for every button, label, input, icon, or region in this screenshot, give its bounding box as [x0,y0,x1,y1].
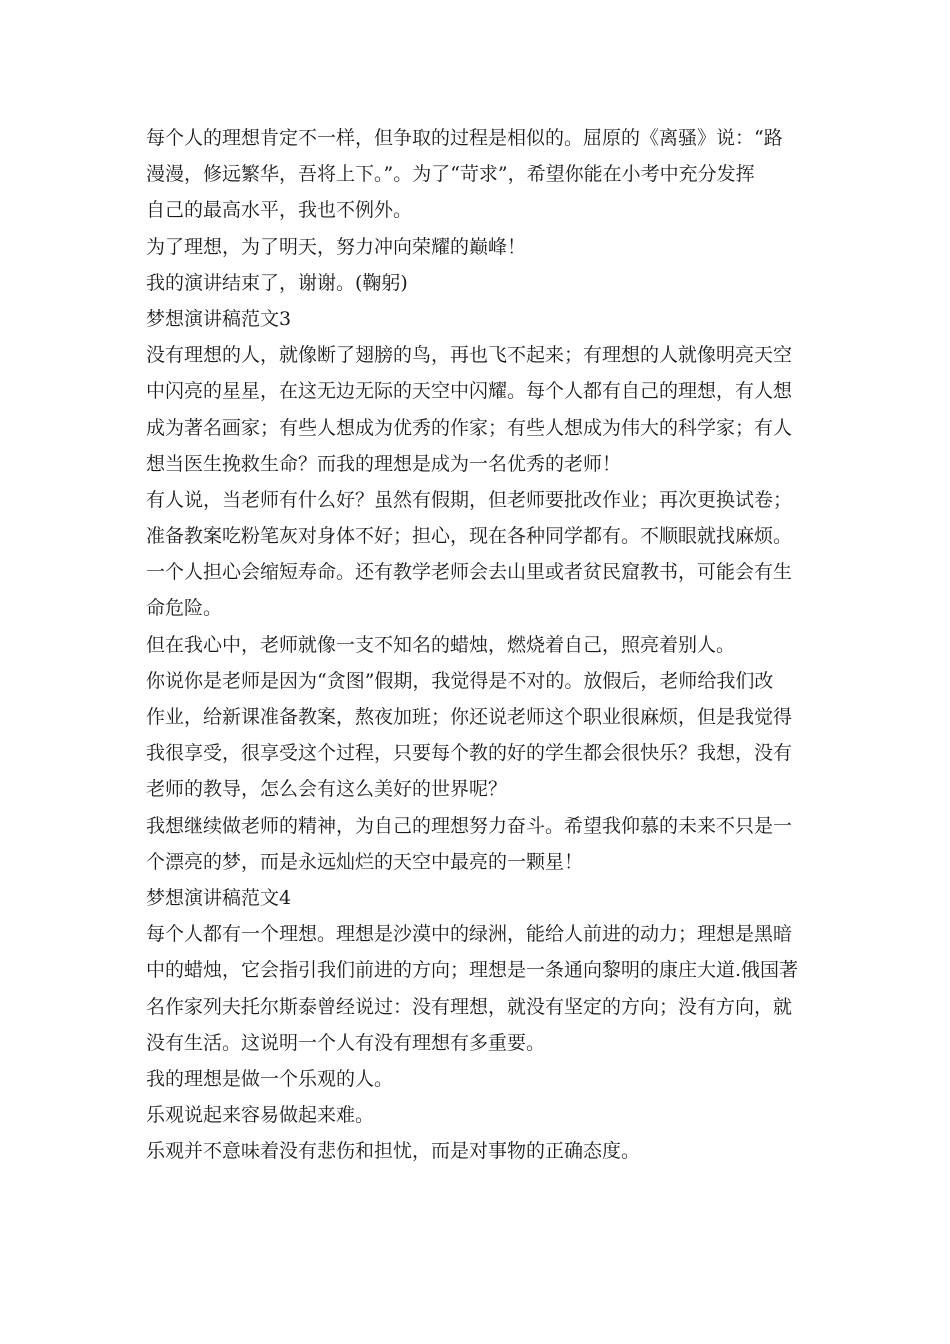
text-line: 但在我心中，老师就像一支不知名的蜡烛，燃烧着自己，照亮着别人。 [146,633,736,656]
text-line: 我的理想是做一个乐观的人。 [146,1067,394,1090]
text-line: 自己的最高水平，我也不例外。 [146,199,413,222]
text-line: 名作家列夫托尔斯泰曾经说过：没有理想，就没有坚定的方向；没有方向，就 [146,995,793,1018]
text-line: 每个人的理想肯定不一样，但争取的过程是相似的。屈原的《离骚》说：“路 [146,127,783,149]
text-line: 准备教案吃粉笔灰对身体不好；担心，现在各种同学都有。不顺眼就找麻烦。 [146,525,793,548]
text-line: 个漂亮的梦，而是永远灿烂的天空中最亮的一颗星！ [146,850,584,873]
text-line: 我想继续做老师的精神，为自己的理想努力奋斗。希望我仰慕的未来不只是一 [146,814,793,837]
text-line: 你说你是老师是因为“贪图”假期，我觉得是不对的。放假后，老师给我们改 [146,669,774,692]
section-heading: 梦想演讲稿范文3 [146,307,292,330]
text-line: 作业，给新课准备教案，熬夜加班；你还说老师这个职业很麻烦，但是我觉得 [146,706,793,728]
section-heading: 梦想演讲稿范文4 [146,886,292,909]
text-line: 乐观说起来容易做起来难。 [146,1104,375,1127]
text-line: 中的蜡烛，它会指引我们前进的方向；理想是一条通向黎明的康庄大道.俄国著 [146,959,799,982]
text-line: 想当医生挽救生命？而我的理想是成为一名优秀的老师！ [146,452,622,475]
text-line: 漫漫，修远繁华，吾将上下。”。为了“苛求”，希望你能在小考中充分发挥 [146,163,755,186]
text-line: 我很享受，很享受这个过程，只要每个教的好的学生都会很快乐？我想，没有 [146,742,793,765]
text-line: 为了理想，为了明天，努力冲向荣耀的巅峰！ [146,235,527,258]
text-line: 我的演讲结束了，谢谢。(鞠躬) [146,271,408,294]
text-line: 乐观并不意味着没有悲伤和担忧，而是对事物的正确态度。 [146,1140,641,1163]
text-line: 命危险。 [146,597,223,620]
text-line: 中闪亮的星星，在这无边无际的天空中闪耀。每个人都有自己的理想，有人想 [146,380,793,403]
text-line: 一个人担心会缩短寿命。还有教学老师会去山里或者贫民窟教书，可能会有生 [146,561,793,584]
text-line: 每个人都有一个理想。理想是沙漠中的绿洲，能给人前进的动力；理想是黑暗 [146,923,793,946]
text-line: 有人说，当老师有什么好？虽然有假期，但老师要批改作业；再次更换试卷； [146,488,793,511]
document-body [146,120,806,1169]
text-line: 没有生活。这说明一个人有没有理想有多重要。 [146,1031,546,1054]
text-line: 老师的教导，怎么会有这么美好的世界呢？ [146,778,508,801]
text-line: 成为著名画家；有些人想成为优秀的作家；有些人想成为伟大的科学家；有人 [146,416,793,439]
text-line: 没有理想的人，就像断了翅膀的鸟，再也飞不起来；有理想的人就像明亮天空 [146,344,793,367]
